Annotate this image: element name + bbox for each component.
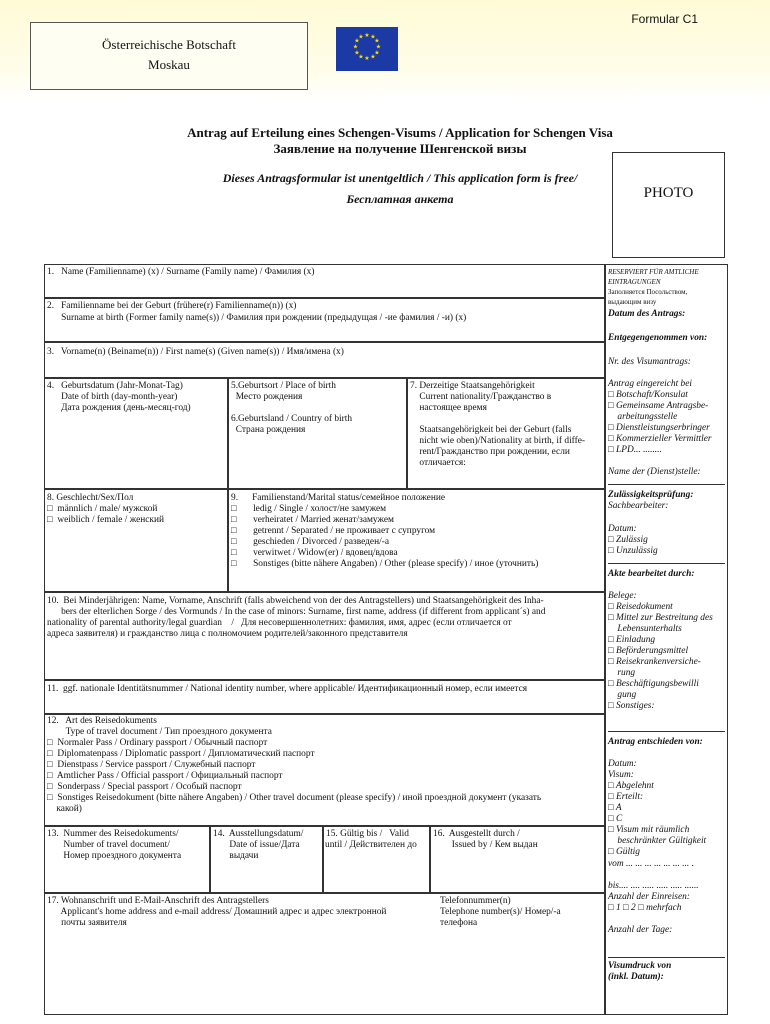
- checkbox[interactable]: □ Mittel zur Bestreitung des: [608, 613, 713, 623]
- field-surname-birth[interactable]: [44, 298, 605, 342]
- label: Anzahl der Tage:: [608, 925, 673, 935]
- checkbox[interactable]: □ Visum mit räumlich: [608, 825, 690, 835]
- label: Akte bearbeitet durch:: [608, 569, 695, 579]
- field-home-address[interactable]: [44, 893, 605, 1015]
- embassy-box: [30, 22, 308, 90]
- label: 16. Ausgestellt durch /: [433, 829, 520, 839]
- checkbox[interactable]: □ A: [608, 803, 622, 813]
- field-issue-date[interactable]: [210, 826, 323, 893]
- label: 15. Gültig bis / Valid: [326, 829, 409, 839]
- divider: [608, 957, 725, 958]
- label: 11. ggf. nationale Identitätsnummer / National identity number, where applicable/ Идентификационный номер, если имеется: [47, 684, 528, 694]
- form-title: Antrag auf Erteilung eines Schengen-Visums / Application for Schengen Visa: [187, 125, 613, 140]
- label: Sachbearbeiter:: [608, 501, 669, 511]
- checkbox[interactable]: □ Reisekrankenversiche-: [608, 657, 701, 667]
- label: 7. Derzeitige Staatsangehörigkeit: [410, 381, 535, 391]
- label: Zulässigkeitsprüfung:: [608, 490, 694, 500]
- label: nicht wie oben)/Nationality at birth, if diffe-: [410, 436, 586, 446]
- label: Anzahl der Einreisen:: [608, 892, 690, 902]
- label: Место рождения: [231, 392, 303, 402]
- svg-text:★: ★: [370, 53, 376, 61]
- field-surname[interactable]: [44, 264, 605, 298]
- label: Visum:: [608, 770, 634, 780]
- label: 2. Familienname bei der Geburt (frühere(r) Familienname(n)) (x): [47, 301, 297, 311]
- field-travel-document-type[interactable]: [44, 714, 605, 826]
- svg-text:★: ★: [370, 33, 376, 41]
- photo-box[interactable]: PHOTO: [612, 152, 725, 258]
- svg-text:★: ★: [358, 53, 364, 61]
- field-first-name[interactable]: [44, 342, 605, 378]
- checkbox-divorced[interactable]: □ geschieden / Divorced / разведен/-а: [231, 537, 389, 547]
- label: Name der (Dienst)stelle:: [608, 467, 701, 477]
- checkbox[interactable]: □ Kommerzieller Vermittler: [608, 434, 712, 444]
- label: Datum:: [608, 759, 637, 769]
- label: Nr. des Visumantrags:: [608, 357, 691, 367]
- field-place-country-birth[interactable]: [228, 378, 407, 489]
- label: 9. Familienstand/Marital status/семейное положение: [231, 493, 446, 503]
- checkbox[interactable]: □ LPD... ........: [608, 445, 662, 455]
- label: 12. Art des Reisedokuments: [47, 716, 157, 726]
- field-guardian[interactable]: [44, 592, 605, 680]
- checkbox-special-passport[interactable]: □ Sonderpass / Special passport / Особый паспорт: [47, 782, 242, 792]
- label: Entgegengenommen von:: [608, 333, 708, 343]
- field-sex[interactable]: [44, 489, 228, 592]
- checkbox-male[interactable]: □ männlich / male/ мужской: [47, 504, 158, 514]
- label: Заполняется Посольством,: [608, 288, 688, 296]
- label: arbeitungsstelle: [608, 412, 678, 422]
- label: 1. Name (Familienname) (x) / Surname (Family name) / Фамилия (x): [47, 267, 315, 277]
- label: 13. Nummer des Reisedokuments/: [47, 829, 179, 839]
- label: gung: [608, 690, 637, 700]
- label: 10. Bei Minderjährigen: Name, Vorname, Anschrift (falls abweichend von der des Antragstellers) und Staatsangehörigkeit des Inha-: [47, 596, 544, 606]
- label: Antrag entschieden von:: [608, 737, 703, 747]
- checkbox[interactable]: □ Gemeinsame Antragsbe-: [608, 401, 709, 411]
- checkbox-widowed[interactable]: □ verwitwet / Widow(er) / вдовец/вдова: [231, 548, 398, 558]
- checkbox[interactable]: □ Botschaft/Konsulat: [608, 390, 688, 400]
- checkbox[interactable]: □ Sonstiges:: [608, 701, 655, 711]
- free-notice: Dieses Antragsformular ist unentgeltlich / This application form is free/: [222, 171, 578, 185]
- svg-text:★: ★: [354, 37, 360, 45]
- svg-text:★: ★: [364, 55, 370, 62]
- label: Applicant's home address and e-mail address/ Домашний адрес и адрес электронной: [47, 907, 387, 917]
- checkbox[interactable]: □ Zulässig: [608, 535, 648, 545]
- eu-flag-icon: [336, 27, 398, 71]
- free-notice-ru: Бесплатная анкета: [346, 192, 454, 206]
- label: RESERVIERT FÜR AMTLICHE: [608, 268, 699, 276]
- checkbox-official-passport[interactable]: □ Amtlicher Pass / Official passport / Официальный паспорт: [47, 771, 283, 781]
- form-title-ru: Заявление на получение Шенгенской визы: [273, 141, 527, 156]
- checkbox[interactable]: □ Dienstleistungserbringer: [608, 423, 710, 433]
- label: Telephone number(s)/ Номер/-а: [440, 907, 561, 917]
- checkbox[interactable]: □ Erteilt:: [608, 792, 644, 802]
- official-use-panel: [605, 264, 728, 1015]
- label: Страна рождения: [231, 425, 306, 435]
- svg-text:★: ★: [374, 37, 380, 45]
- checkbox-female[interactable]: □ weiblich / female / женский: [47, 515, 164, 525]
- checkbox[interactable]: □ Unzulässig: [608, 546, 658, 556]
- label: Belege:: [608, 591, 637, 601]
- label: Issued by / Кем выдан: [433, 840, 538, 850]
- divider: [608, 563, 725, 564]
- svg-text:★: ★: [352, 43, 359, 51]
- label: EINTRAGUNGEN: [608, 278, 661, 286]
- label: Datum:: [608, 524, 637, 534]
- label: Date of issue/Дата: [213, 840, 300, 850]
- label: 17. Wohnanschrift und E-Mail-Anschrift des Antragstellers: [47, 896, 269, 906]
- label: nationality of parental authority/legal guardian / Для несовершеннолетних: фамилия, имя, адрес (если отличается от: [47, 618, 512, 628]
- label: rent/Гражданство при рождении, если: [410, 447, 570, 457]
- field-document-number[interactable]: [44, 826, 210, 893]
- label: выдачи: [213, 851, 259, 861]
- checkbox-other[interactable]: □ Sonstiges (bitte nähere Angaben) / Other (please specify) / иное (уточнить): [231, 559, 539, 569]
- label: 3. Vorname(n) (Beiname(n)) / First name(s) (Given name(s)) / Имя/имена (x): [47, 347, 344, 357]
- label: отличается:: [410, 458, 466, 468]
- checkbox[interactable]: □ 1 □ 2 □ mehrfach: [608, 903, 682, 913]
- label: 14. Ausstellungsdatum/: [213, 829, 304, 839]
- label: Telefonnummer(n): [440, 896, 511, 906]
- label: почты заявителя: [47, 918, 127, 928]
- svg-text:★: ★: [358, 33, 364, 41]
- label: Antrag eingereicht bei: [608, 379, 693, 389]
- checkbox[interactable]: □ C: [608, 814, 623, 824]
- checkbox-service-passport[interactable]: □ Dienstpass / Service passport / Служебный паспорт: [47, 760, 256, 770]
- divider: [608, 731, 725, 732]
- label: Staatsangehörigkeit bei der Geburt (falls: [410, 425, 572, 435]
- label: телефона: [440, 918, 478, 928]
- checkbox-other-document[interactable]: □ Sonstiges Reisedokument (bitte nähere Angaben) / Other travel document (please specify) / иной проездной документ (указать: [47, 793, 542, 803]
- label: Lebensunterhalts: [608, 624, 682, 634]
- label: адреса заявителя) и гражданство лица с полномочием родителей/законного представителя: [47, 629, 408, 639]
- label: Number of travel document/: [47, 840, 170, 850]
- label: Current nationality/Гражданство в: [410, 392, 552, 402]
- checkbox-diplomatic-passport[interactable]: □ Diplomatenpass / Diplomatic passport / Дипломатический паспорт: [47, 749, 315, 759]
- label: until / Действителен до: [325, 840, 417, 850]
- svg-text:★: ★: [354, 49, 360, 57]
- label: 6.Geburtsland / Country of birth: [231, 414, 353, 424]
- label: Type of travel document / Тип проездного документа: [47, 727, 272, 737]
- label: Номер проездного документа: [47, 851, 182, 861]
- checkbox[interactable]: □ Beschäftigungsbewilli: [608, 679, 699, 689]
- svg-text:★: ★: [364, 32, 370, 39]
- field-valid-until[interactable]: [323, 826, 430, 893]
- label: Datum des Antrags:: [608, 309, 686, 319]
- label: Visumdruck von: [608, 961, 672, 971]
- label: какой): [47, 804, 82, 814]
- field-national-id[interactable]: [44, 680, 605, 714]
- field-nationality[interactable]: [407, 378, 605, 489]
- label: 5.Geburtsort / Place of birth: [231, 381, 336, 391]
- embassy-city: Moskau: [148, 57, 190, 72]
- label: bis.... .... ..... ..... ..... ......: [608, 881, 699, 891]
- checkbox[interactable]: □ Gültig: [608, 847, 640, 857]
- form-code: Formular C1: [631, 12, 698, 26]
- checkbox[interactable]: □ Einladung: [608, 635, 656, 645]
- checkbox[interactable]: □ Reisedokument: [608, 602, 673, 612]
- label: (inkl. Datum):: [608, 972, 664, 982]
- label: Date of birth (day-month-year): [47, 392, 178, 402]
- embassy-name: Österreichische Botschaft: [102, 37, 236, 52]
- label: 8. Geschlecht/Sex/Пол: [47, 493, 134, 503]
- svg-text:★: ★: [375, 43, 382, 51]
- checkbox[interactable]: □ Abgelehnt: [608, 781, 654, 791]
- label: beschränkter Gültigkeit: [608, 836, 707, 846]
- field-marital-status[interactable]: [228, 489, 605, 592]
- checkbox-separated[interactable]: □ getrennt / Separated / не проживает с супругом: [231, 526, 436, 536]
- label: Surname at birth (Former family name(s)) / Фамилия при рождении (предыдущая / -ие фамилия / -и) (x): [47, 313, 467, 323]
- divider: [608, 484, 725, 485]
- label: Дата рождения (день-месяц-год): [47, 403, 191, 413]
- checkbox-ordinary-passport[interactable]: □ Normaler Pass / Ordinary passport / Обычный паспорт: [47, 738, 268, 748]
- checkbox-married[interactable]: □ verheiratet / Married женат/замужем: [231, 515, 394, 525]
- checkbox-single[interactable]: □ ledig / Single / холост/не замужем: [231, 504, 387, 514]
- checkbox[interactable]: □ Beförderungsmittel: [608, 646, 689, 656]
- field-issued-by[interactable]: [430, 826, 605, 893]
- field-date-of-birth[interactable]: [44, 378, 228, 489]
- label: vom ... ... ... ... ... ... ... .: [608, 859, 694, 869]
- label: rung: [608, 668, 636, 678]
- label: выдающим визу: [608, 298, 657, 306]
- label: bers der elterlichen Sorge / des Vormunds / In the case of minors: Surname, first name, address (if different from applicant´s) and: [47, 607, 546, 617]
- svg-text:★: ★: [374, 49, 380, 57]
- label: 4. Geburtsdatum (Jahr-Monat-Tag): [47, 381, 183, 391]
- label: настоящее время: [410, 403, 487, 413]
